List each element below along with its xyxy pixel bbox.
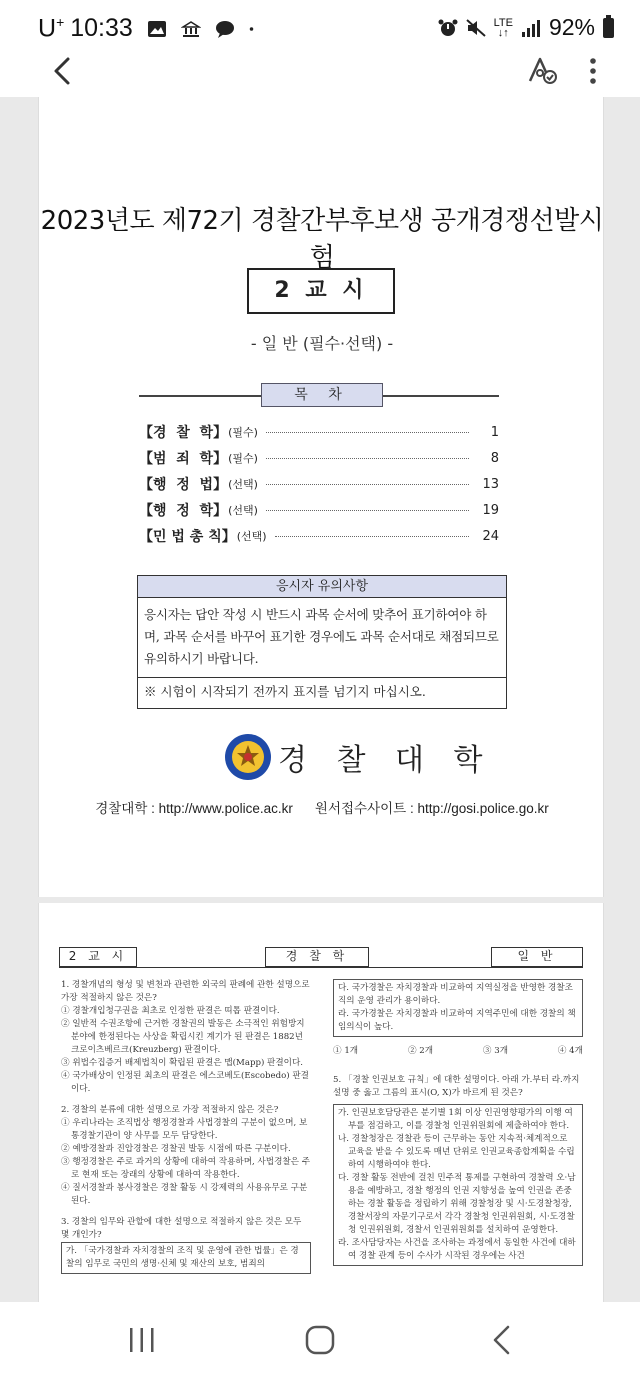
toc-row	[139, 419, 499, 445]
bank-app-icon	[181, 19, 201, 39]
signal-icon	[521, 19, 541, 37]
session-label: 2 교 시	[247, 268, 395, 314]
back-arrow-icon[interactable]	[44, 51, 84, 91]
choice: ② 2개	[407, 1046, 434, 1056]
document-viewer[interactable]	[0, 97, 640, 1302]
toc-page: 1	[490, 424, 499, 440]
toc-subject: 【민 법 총 칙】	[139, 529, 236, 545]
candidate-notice	[137, 575, 507, 709]
notice-footer: ※ 시험이 시작되기 전까지 표지를 넘기지 마십시오.	[144, 684, 426, 699]
notice-heading: 응시자 유의사항	[138, 576, 506, 598]
carrier-label: U+	[38, 14, 65, 43]
home-icon[interactable]	[296, 1320, 344, 1360]
page-session-label: 2 교 시	[59, 947, 137, 967]
choice: ① 1개	[333, 1046, 359, 1056]
mute-icon	[466, 18, 486, 38]
toc-row	[139, 445, 499, 471]
notice-body: 응시자는 답안 작성 시 반드시 과목 순서에 맞추어 표기하여야 하며, 과목 순서를 바꾸어 표기한 경우에도 과목 순서대로 채점되므로 유의하시기 바랍니다.	[138, 598, 506, 678]
toc-row	[139, 471, 499, 497]
right-column	[333, 979, 583, 1266]
option: ③ 행정경찰은 주로 과거의 상황에 대하여 작용하며, 사법경찰은 주로 현재 또는 장래의 상황에 대하여 작용한다.	[61, 1157, 311, 1180]
toc-page: 13	[482, 476, 499, 492]
network-type: LTE ↓↑	[493, 16, 513, 39]
option: ① 경찰개입청구권을 최초로 인정한 판결은 띠톱 판결이다.	[61, 1006, 280, 1016]
website-links	[39, 797, 605, 817]
box-item: 가. 인권보호담당관은 분기별 1회 이상 인권영향평가의 이행 여부를 점검하고, 이를 경찰청 인권위원회에 제출하여야 한다.	[338, 1108, 573, 1131]
university-logo	[224, 732, 493, 782]
toc-subject: 【행 정 법】	[139, 477, 228, 493]
toc-leader	[266, 484, 469, 485]
application-url[interactable]: 원서접수사이트 : http://gosi.police.go.kr	[314, 801, 549, 816]
toc-kind: (필수)	[228, 452, 258, 465]
system-nav-bar	[0, 1302, 640, 1387]
recent-apps-icon[interactable]	[118, 1320, 166, 1360]
option: ① 우리나라는 조직법상 행정경찰과 사법경찰의 구분이 없으며, 보통경찰기관이 양 사무를 모두 담당한다.	[61, 1118, 308, 1141]
left-column	[61, 979, 311, 1274]
status-right	[438, 14, 614, 41]
notification-dot-icon	[249, 19, 259, 39]
question-1: 1. 경찰개념의 형성 및 변천과 관련한 외국의 판례에 관한 설명으로 가장 적절하지 않은 것은?	[61, 980, 310, 1003]
toc-subject: 【행 정 학】	[139, 503, 228, 519]
more-vertical-icon[interactable]	[578, 53, 608, 89]
option: ③ 위법수집증거 배제법칙이 확립된 판결은 맵(Mapp) 판결이다.	[61, 1058, 303, 1068]
toc-page: 8	[490, 450, 499, 466]
toc-heading: 목 차	[261, 383, 383, 407]
header-rule	[59, 967, 583, 968]
choice: ④ 4개	[557, 1046, 583, 1056]
exam-title: 2023년도 제72기 경찰간부후보생 공개경쟁선발시험	[40, 206, 604, 273]
exam-category: - 일 반 (필수·선택) -	[250, 334, 394, 353]
gallery-icon	[147, 19, 167, 39]
question-5-box	[333, 1104, 583, 1266]
status-left	[38, 14, 259, 43]
clock: 10:33	[70, 14, 133, 43]
question-3: 3. 경찰의 임무와 관할에 대한 설명으로 적절하지 않은 것은 모두 몇 개인가?	[61, 1217, 302, 1240]
alarm-icon	[438, 18, 458, 38]
choice: ③ 3개	[482, 1046, 509, 1056]
toc-row	[139, 497, 499, 523]
toc-leader	[266, 510, 469, 511]
toc-kind: (선택)	[228, 504, 258, 517]
box-item: 라. 국가경찰은 자치경찰과 비교하여 지역주민에 대한 경찰의 책임의식이 높다.	[338, 1009, 576, 1032]
battery-icon	[603, 18, 614, 38]
option: ② 일반적 수권조항에 근거한 경찰권의 발동은 소극적인 위험방지 분야에 한정된다는 사상을 확립시킨 계기가 된 판결은 1882년 크로이츠베르크(Kreuzberg) 판결이다.	[61, 1019, 305, 1055]
battery-percent: 92%	[548, 14, 595, 40]
page-category-label: 일 반	[491, 947, 583, 967]
cover-page	[38, 97, 604, 897]
box-item: 나. 경찰청장은 경찰관 등이 근무하는 동안 지속적·체계적으로 교육을 받을 수 있도록 매년 단위로 인권교육종합계획을 수립하여 시행하여야 한다.	[338, 1134, 575, 1170]
answer-choices	[333, 1037, 583, 1066]
toc-page: 19	[482, 502, 499, 518]
police-emblem-icon	[224, 733, 272, 781]
viewer-toolbar	[0, 45, 640, 97]
toc-leader	[266, 458, 469, 459]
box-item: 다. 경찰 활동 전반에 걸친 민주적 통제를 구현하여 경찰력 오·남용을 예방하고, 경찰 행정의 인권 지향성을 높여 인권을 존중하는 경찰 활동을 정립하기 위해 경찰청장 및 시·도경찰청장, 경찰서장의 자문기구로서 각각 경찰청 인권위원회, 시·도경찰청 인권위원회, 경찰서 인권위원회를 설치하여 운영한다.	[338, 1173, 576, 1235]
toc-subject: 【범 죄 학】	[139, 451, 228, 467]
pen-tool-icon[interactable]	[524, 53, 560, 89]
toc-leader	[266, 432, 469, 433]
toc-page: 24	[482, 528, 499, 544]
box-item: 라. 조사담당자는 사건을 조사하는 과정에서 동일한 사건에 대하여 경찰 관계 등이 수사가 시작된 경우에는 사건	[338, 1238, 576, 1261]
university-name: 경 찰 대 학	[278, 743, 493, 778]
option: ④ 국가배상이 인정된 최초의 판결은 에스코베도(Escobedo) 판결이다.	[61, 1071, 309, 1094]
toc-kind: (선택)	[236, 530, 267, 543]
university-url[interactable]: 경찰대학 : http://www.police.ac.kr	[95, 801, 293, 816]
question-4-box	[333, 979, 583, 1037]
question-5: 5. 「경찰 인권보호 규칙」에 대한 설명이다. 아래 가.부터 라.까지 설명 중 옳고 그름의 표시(O, X)가 바르게 된 것은?	[333, 1075, 580, 1098]
toc-kind: (필수)	[228, 426, 258, 439]
option: ④ 질서경찰과 봉사경찰은 경찰 활동 시 강제력의 사용유무로 구분된다.	[61, 1183, 308, 1206]
status-bar	[0, 0, 640, 50]
nav-back-icon[interactable]	[478, 1320, 526, 1360]
page-subject-label: 경 찰 학	[265, 947, 369, 967]
option: ② 예방경찰과 진압경찰은 경찰권 발동 시점에 따른 구분이다.	[61, 1144, 291, 1154]
toc-kind: (선택)	[228, 478, 258, 491]
question-page	[38, 903, 604, 1302]
toc-subject: 【경 찰 학】	[139, 425, 228, 441]
toc-row	[139, 523, 499, 549]
box-item: 다. 국가경찰은 자치경찰과 비교하여 지역실정을 반영한 경찰조직의 운영 관리가 용이하다.	[338, 983, 573, 1006]
toc-leader	[275, 536, 469, 537]
question-3-box: 가. 「국가경찰과 자치경찰의 조직 및 운영에 관한 법률」은 경찰의 임무로 국민의 생명·신체 및 재산의 보호, 범죄의	[61, 1242, 311, 1274]
chat-bubble-icon	[215, 19, 235, 39]
question-2: 2. 경찰의 분류에 대한 설명으로 가장 적절하지 않은 것은?	[61, 1105, 279, 1115]
